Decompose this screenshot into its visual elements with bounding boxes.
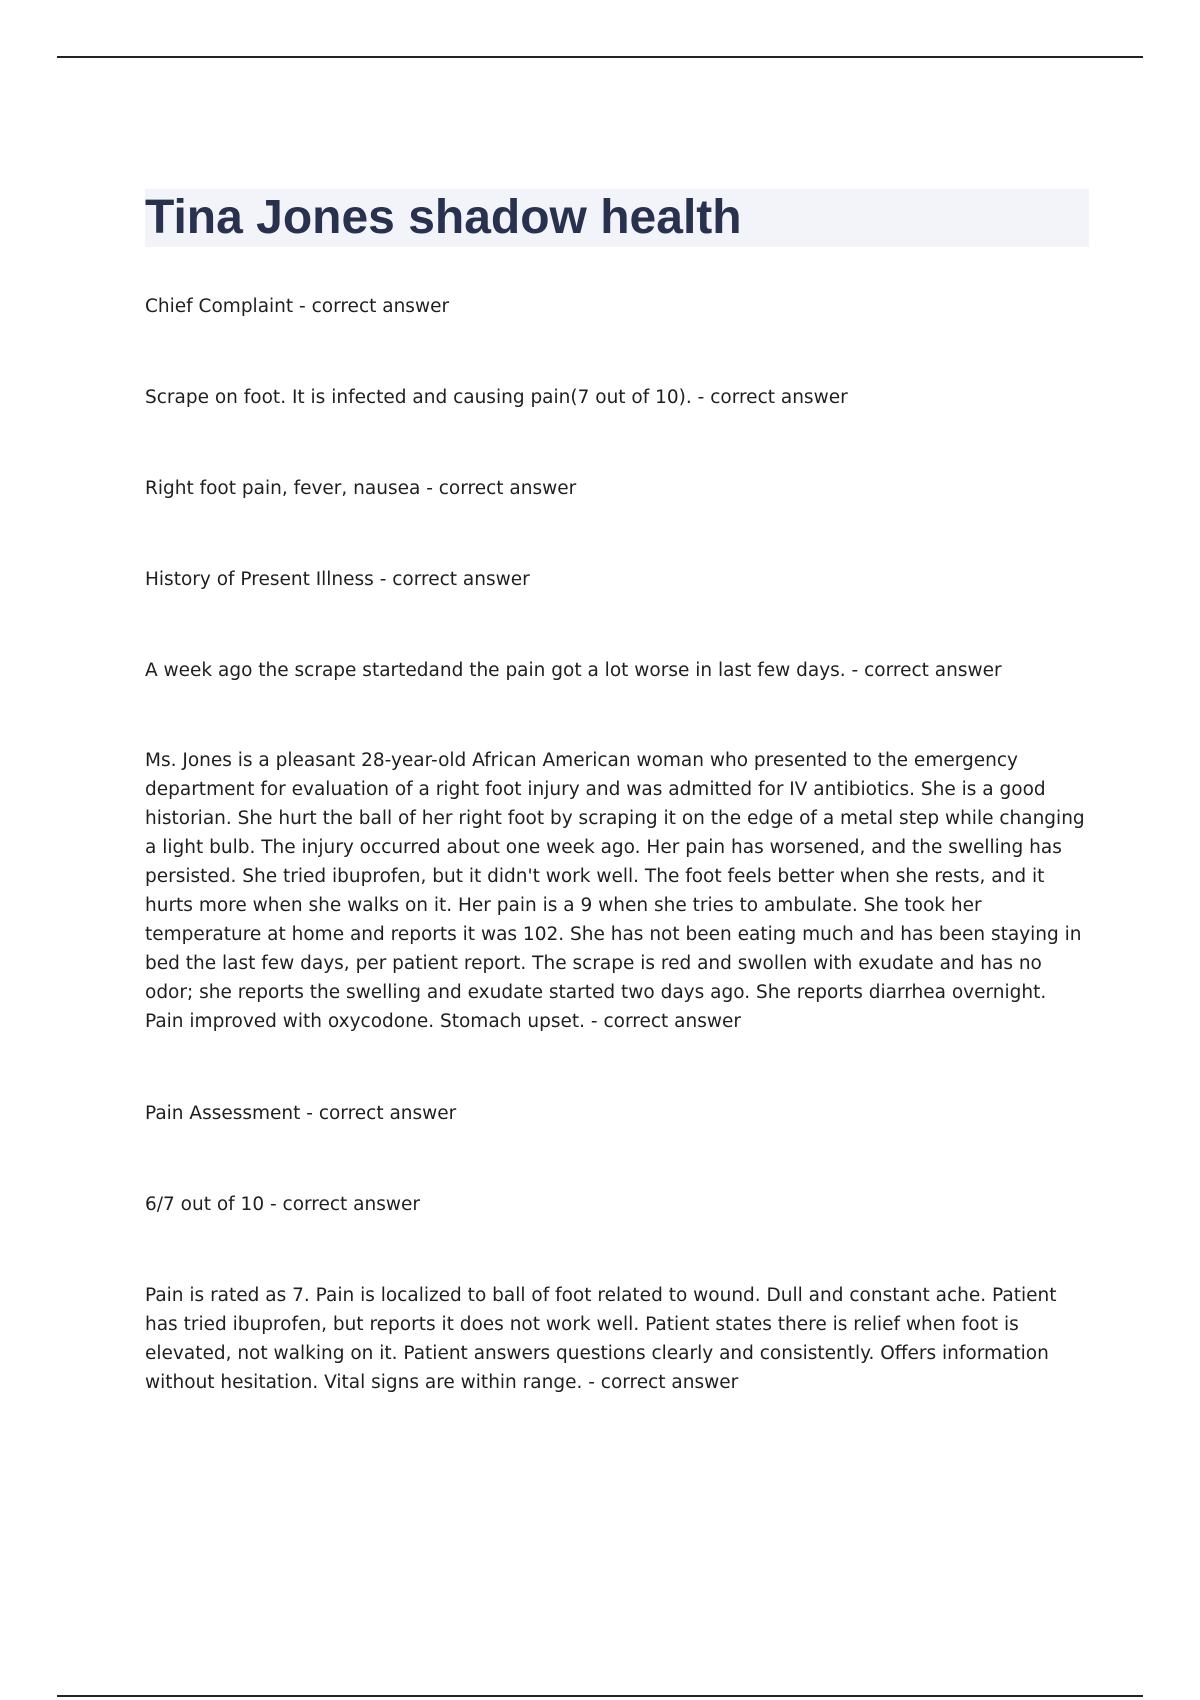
entry-scrape-on-foot: Scrape on foot. It is infected and causing pain(7 out of 10). - correct answer [145, 387, 848, 408]
entry-pain-narrative: Pain is rated as 7. Pain is localized to ball of foot related to wound. Dull and constant ache. Patient has tried ibuprofen, but reports it does not work well. Patient states there is relief when foot is elevated, not walking on it. Patient answers questions clearly and consistently. Offers information without hesitation. Vital signs are within range. - correct answer [145, 1285, 1057, 1393]
document-title: Tina Jones shadow health [145, 191, 742, 244]
entry-week-ago: A week ago the scrape startedand the pain got a lot worse in last few days. - correct answer [145, 660, 1002, 681]
entry-hpi-narrative: Ms. Jones is a pleasant 28-year-old African American woman who presented to the emergency department for evaluation of a right foot injury and was admitted for IV antibiotics. She is a good historian. She hurt the ball of her right foot by scraping it on the edge of a metal step while changing a light bulb. The injury occurred about one week ago. Her pain has worsened, and the swelling has persisted. She tried ibuprofen, but it didn't work well. The foot feels better when she rests, and it hurts more when she walks on it. Her pain is a 9 when she tries to ambulate. She took her temperature at home and reports it was 102. She has not been eating much and has been staying in bed the last few days, per patient report. The scrape is red and swollen with exudate and has no odor; she reports the swelling and exudate started two days ago. She reports diarrhea overnight. Pain improved with oxycodone. Stomach upset. - correct answer [145, 750, 1085, 1032]
entry-pain-score: 6/7 out of 10 - correct answer [145, 1194, 420, 1215]
entry-chief-complaint: Chief Complaint - correct answer [145, 296, 450, 317]
bottom-divider [57, 1695, 1143, 1697]
entry-history-present-illness: History of Present Illness - correct answer [145, 569, 530, 590]
entry-pain-assessment: Pain Assessment - correct answer [145, 1103, 457, 1124]
entry-right-foot-pain: Right foot pain, fever, nausea - correct answer [145, 478, 577, 499]
